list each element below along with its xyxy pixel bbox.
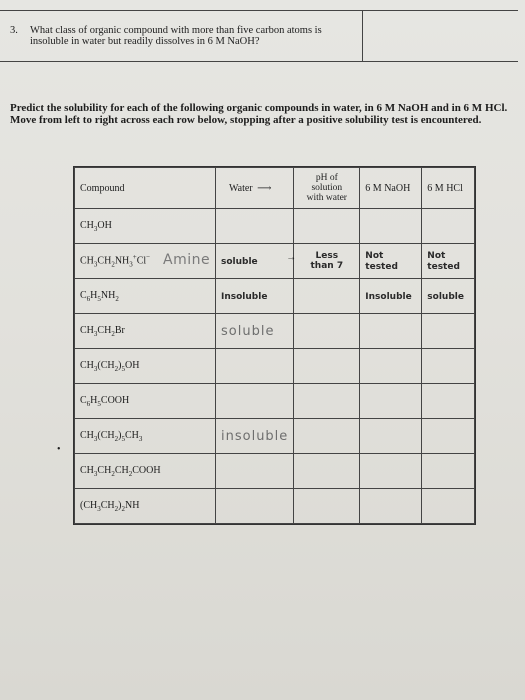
table-row <box>75 489 475 524</box>
header-hcl: 6 M HCl <box>422 168 475 209</box>
water-answer: insoluble <box>221 428 289 444</box>
compound-cell: $CH_3CH_2Br$ <box>75 314 216 349</box>
header-naoh: 6 M NaOH <box>360 168 422 209</box>
question-3-box <box>0 10 518 62</box>
table-row <box>75 384 475 419</box>
hcl-cell[interactable] <box>422 419 475 454</box>
hcl-cell[interactable] <box>422 349 475 384</box>
ph-cell[interactable] <box>294 279 360 314</box>
ph-cell[interactable] <box>294 209 360 244</box>
naoh-answer: Insoluble <box>365 291 412 302</box>
ph-cell[interactable] <box>286 244 360 279</box>
row-bullet-mark: • <box>57 444 61 455</box>
header-water-cell <box>216 168 294 209</box>
hcl-cell[interactable] <box>422 279 475 314</box>
naoh-cell[interactable] <box>360 314 422 349</box>
header-ph-line3: with water <box>306 193 347 203</box>
naoh-cell[interactable] <box>360 384 422 419</box>
naoh-cell[interactable] <box>360 419 422 454</box>
hcl-answer: Not tested <box>427 251 460 272</box>
hcl-cell[interactable] <box>422 244 475 279</box>
naoh-cell[interactable] <box>360 244 422 279</box>
header-ph-line1: pH of <box>315 173 338 183</box>
table-row <box>75 244 475 279</box>
table-row <box>75 209 475 244</box>
compound-cell: $(CH_3CH_2)_2NH$ <box>75 489 216 524</box>
water-cell[interactable] <box>216 314 294 349</box>
water-answer: soluble <box>221 256 258 267</box>
ph-cell[interactable] <box>294 489 360 524</box>
water-cell[interactable] <box>216 419 294 454</box>
naoh-cell[interactable] <box>360 454 422 489</box>
compound-cell: $C_6H_5NH_2$ <box>75 279 216 314</box>
water-cell[interactable] <box>216 279 294 314</box>
right-arrow-icon: → <box>286 252 297 263</box>
header-compound: Compound <box>75 168 216 209</box>
water-answer: soluble <box>221 323 275 339</box>
hcl-cell[interactable] <box>422 314 475 349</box>
question-text: What class of organic compound with more than five carbon atoms is insoluble in water but readily dissolves in 6 M NaOH? <box>30 25 322 47</box>
header-water: Water <box>229 182 253 194</box>
hcl-answer: soluble <box>427 291 464 302</box>
ph-cell[interactable] <box>294 419 360 454</box>
water-cell[interactable] <box>216 244 297 279</box>
water-cell[interactable] <box>216 349 294 384</box>
compound-cell: $CH_3(CH_2)_5CH_3$ <box>75 419 216 454</box>
water-cell[interactable] <box>216 384 294 419</box>
question-number: 3. <box>10 25 18 36</box>
naoh-cell[interactable] <box>360 279 422 314</box>
header-ph-line2: solution <box>311 183 343 193</box>
compound-cell: $CH_3(CH_2)_5OH$ <box>75 349 216 384</box>
ph-answer-line2: than 7 <box>310 261 344 271</box>
table-row <box>75 314 475 349</box>
compound-cell: $CH_3CH_2NH_3^+Cl^-$ Amine <box>75 244 216 279</box>
table-row <box>75 349 475 384</box>
compound-cell: $CH_3CH_2CH_2COOH$ <box>75 454 216 489</box>
naoh-cell[interactable] <box>360 349 422 384</box>
header-ph-cell <box>294 168 360 209</box>
amine-handwritten-note: Amine <box>163 252 211 268</box>
hcl-cell[interactable] <box>422 454 475 489</box>
right-arrow-icon: ⟶ <box>257 182 272 194</box>
ph-cell[interactable] <box>294 349 360 384</box>
ph-cell[interactable] <box>294 314 360 349</box>
water-cell[interactable] <box>216 454 294 489</box>
table-row <box>75 279 475 314</box>
table-header-row <box>75 168 475 209</box>
naoh-cell[interactable] <box>360 489 422 524</box>
solubility-table <box>73 166 476 525</box>
hcl-cell[interactable] <box>422 209 475 244</box>
hcl-cell[interactable] <box>422 489 475 524</box>
naoh-answer: Not tested <box>365 251 398 272</box>
compound-cell: $C_6H_5COOH$ <box>75 384 216 419</box>
ph-answer-line1: Less <box>315 251 339 261</box>
water-cell[interactable] <box>216 209 294 244</box>
water-answer: Insoluble <box>221 291 268 302</box>
ph-cell[interactable] <box>294 454 360 489</box>
compound-cell: $CH_3OH$ <box>75 209 216 244</box>
instructions-text: Predict the solubility for each of the following organic compounds in water, in 6 M NaOH and in 6 M HCl. Move from left to right across each row below, stopping after a positive solubility test is encountered. <box>10 102 508 126</box>
ph-cell[interactable] <box>294 384 360 419</box>
naoh-cell[interactable] <box>360 209 422 244</box>
table-row <box>75 419 475 454</box>
table-row <box>75 454 475 489</box>
answer-box-divider <box>362 11 363 61</box>
water-cell[interactable] <box>216 489 294 524</box>
hcl-cell[interactable] <box>422 384 475 419</box>
